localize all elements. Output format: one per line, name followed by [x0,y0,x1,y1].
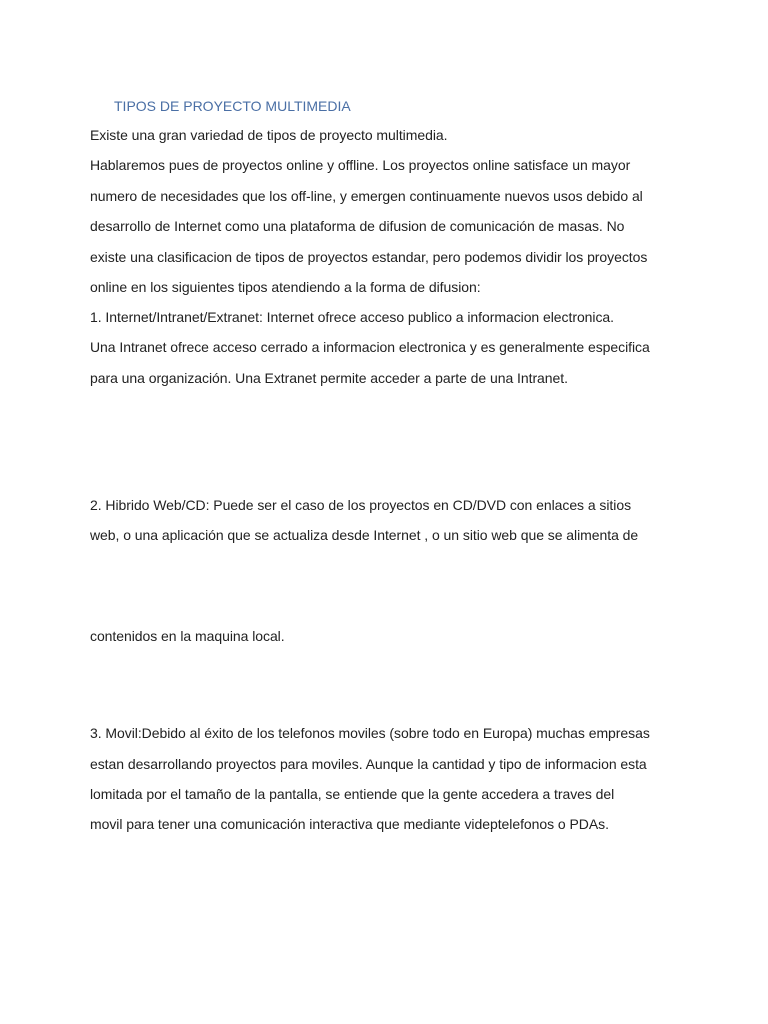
text-line: Existe una gran variedad de tipos de proyecto multimedia. [90,127,448,143]
text-line: 3. Movil:Debido al éxito de los telefonos moviles (sobre todo en Europa) muchas empresas [90,725,650,741]
text-line: existe una clasificacion de tipos de proyectos estandar, pero podemos dividir los proyectos [90,249,648,265]
text-line: 2. Hibrido Web/CD: Puede ser el caso de los proyectos en CD/DVD con enlaces a sitios [90,497,632,513]
text-line: movil para tener una comunicación interactiva que mediante videptelefonos o PDAs. [90,816,609,832]
text-line: estan desarrollando proyectos para moviles. Aunque la cantidad y tipo de informacion esta [90,756,647,772]
text-line: web, o una aplicación que se actualiza desde Internet , o un sitio web que se alimenta de [90,527,639,543]
text-line: desarrollo de Internet como una plataforma de difusion de comunicación de masas. No [90,218,625,234]
text-line: Una Intranet ofrece acceso cerrado a informacion electronica y es generalmente especifica [90,339,650,355]
text-line: contenidos en la maquina local. [90,628,285,644]
text-line: 1. Internet/Intranet/Extranet: Internet ofrece acceso publico a informacion electronica. [90,309,615,325]
text-line: lomitada por el tamaño de la pantalla, se entiende que la gente accedera a traves del [90,786,615,802]
text-line: online en los siguientes tipos atendiendo a la forma de difusion: [90,279,481,295]
text-line: para una organización. Una Extranet permite acceder a parte de una Intranet. [90,370,568,386]
document-title: TIPOS DE PROYECTO MULTIMEDIA [114,98,351,114]
text-line: numero de necesidades que los off-line, y emergen continuamente nuevos usos debido al [90,188,643,204]
text-line: Hablaremos pues de proyectos online y offline. Los proyectos online satisface un mayor [90,157,631,173]
